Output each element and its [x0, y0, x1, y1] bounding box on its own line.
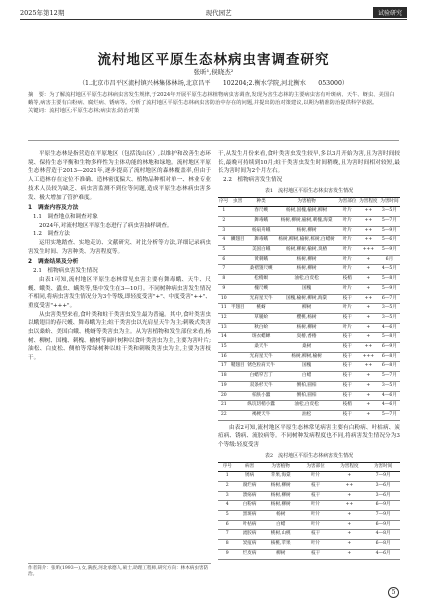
subheading-1-2: 1.2 调查方法: [33, 231, 70, 238]
table2-caption: 表2 流村地区平原生态林病害发生情况: [264, 452, 354, 459]
table-cell: [230, 401, 246, 411]
table-cell: 枝干: [337, 313, 358, 323]
table-cell: 6—9月: [379, 343, 400, 353]
table-cell: 桑天牛: [246, 343, 277, 353]
table-cell: 4—5月: [379, 265, 400, 275]
article-affiliation: （1.北京市昌平区流村镇兴林集体林场,北京昌平 102204;2.衡水学院,河北衡水 053000）: [78, 80, 349, 87]
table-cell: 杨树,柳树: [276, 226, 336, 236]
table-cell: 3—5月: [379, 313, 400, 323]
table-cell: 油松,白皮松: [276, 275, 336, 285]
table-cell: ++: [358, 294, 379, 304]
table-cell: 枝干: [299, 481, 333, 491]
table-cell: ++: [358, 216, 379, 226]
table-cell: 叶片: [299, 540, 333, 550]
table-cell: 杨树,柳树: [276, 265, 336, 275]
table-header-cell: 序号: [218, 197, 230, 207]
table-cell: [230, 284, 246, 294]
table-cell: 枝干: [337, 352, 358, 362]
table-cell: [230, 381, 246, 391]
table-cell: 22: [218, 410, 230, 420]
table-cell: 1: [218, 207, 230, 217]
table-cell: 3: [218, 491, 237, 501]
pest-table: [218, 197, 400, 421]
header-rule: [20, 19, 407, 20]
table-row: [218, 207, 400, 217]
page-number: 5: [388, 587, 399, 598]
table-cell: +: [358, 333, 379, 343]
left-column: [28, 150, 211, 363]
table-cell: 斑衣蜡蝉: [246, 333, 277, 343]
table-row: [218, 333, 400, 343]
table-row: [218, 343, 400, 353]
journal-name: 现代园艺: [205, 8, 232, 17]
table-row: [218, 226, 400, 236]
table-cell: 15: [218, 343, 230, 353]
table-cell: 樱桃,杨树: [276, 313, 336, 323]
table-cell: 6—9月: [366, 501, 400, 511]
table-cell: 杨树,柳树: [276, 255, 336, 265]
table-row: [218, 275, 400, 285]
table-cell: 5—9月: [379, 226, 400, 236]
keywords-text: 关键词：流村地区;平原生态林;病虫害;防治对策: [28, 108, 140, 114]
table-row: [218, 540, 400, 550]
table-cell: 国槐: [276, 362, 336, 372]
table-cell: +: [358, 265, 379, 275]
table-cell: 5—7月: [379, 410, 400, 420]
table-header-cell: 为害时间: [366, 462, 400, 472]
table-row: [218, 362, 400, 372]
section-badge: 试验研究: [373, 7, 407, 18]
table-header-cell: 为害时间: [379, 197, 400, 207]
author-footnote: 作者简介：张昕(1993—),女,满族,河北承德人,硕士,助理工程师,研究方向：林木病虫害防治。: [28, 563, 211, 578]
paragraph-disease-results: 由表2可知,流村地区平原生态林常见病害主要有白粉病、叶枯病、炭疽病、锈病、流胶病等。不同树种发病程度也不同,将病害发生情况分为3个等级:轻度受害: [218, 424, 400, 449]
table-cell: [230, 333, 246, 343]
table-cell: +: [333, 530, 367, 540]
table-cell: +: [358, 410, 379, 420]
table-cell: [230, 226, 246, 236]
table-cell: 国槐,榆树,柳树,海棠: [276, 294, 336, 304]
table-cell: 黄刺蛾: [246, 255, 277, 265]
subheading-2-2: 2.2 植物病害发生情况: [223, 177, 283, 184]
table-cell: 3—6月: [366, 491, 400, 501]
table-cell: 柳树: [263, 549, 299, 559]
table-cell: [230, 343, 246, 353]
table-cell: 5—9月: [379, 246, 400, 256]
table-cell: 杨树,国槐,榆树,柳树: [276, 207, 336, 217]
table-cell: 3—5月: [379, 304, 400, 314]
table-cell: 杨树,柳树,榆树,刺槐,海棠: [276, 216, 336, 226]
table-cell: 5—6月: [379, 236, 400, 246]
paragraph-pest-results: 由表1可知,流村地区平原生态林常见虫害主要有舞毒蛾、天牛、尺蠖、蛾类、蠹虫、螨类等,集中发生在3—10月。不同树种病虫害发生情况不相同,将病虫害发生情况分为3个等级,即轻度受害"+"、中度受害"++"、重度受害"+++"。: [28, 276, 211, 309]
table-header-cell: 为害部位: [337, 197, 358, 207]
table-cell: 枝干: [337, 381, 358, 391]
table-cell: 叶片: [337, 236, 358, 246]
table-cell: 7—9月: [366, 511, 400, 521]
table-cell: 5—9月: [379, 284, 400, 294]
table-cell: 苹果,海棠: [263, 472, 299, 482]
table-cell: 春尺蠖: [246, 207, 277, 217]
table-header-cell: 为害部位: [299, 462, 333, 472]
table-cell: 侧柏,圆柏: [276, 381, 336, 391]
intro-paragraph: 平原生态林是指营造在平原地区（包括浅山区）,以维护和改善生态环境、保持生态平衡和生物多样性为主体功能的林地和绿地。流村地区平原生态林营造于2013—2021年,逐步提高了流村地区的森林覆盖率,但由于人工造林存在定位不准确、造林密度偏大、植物品种相对单一、林业专业技术人员较为缺乏、病虫害监测不到位等问题,造成平原生态林病虫害多发、极大增加了管护难度。: [28, 151, 211, 201]
table-cell: 5—7月: [379, 216, 400, 226]
table-cell: 枝干: [299, 491, 333, 501]
table-cell: +++: [358, 352, 379, 362]
table-cell: +: [333, 520, 367, 530]
table-row: [218, 410, 400, 420]
table-row: [218, 472, 400, 482]
table-cell: +: [358, 255, 379, 265]
table-cell: 4: [218, 236, 230, 246]
table-cell: 11: [218, 304, 230, 314]
table-cell: 杨树,柳树: [263, 491, 299, 501]
table-cell: 光肩星天牛: [246, 294, 277, 304]
table-cell: 桃树,山桃: [263, 530, 299, 540]
table-cell: 8: [218, 540, 237, 550]
table-cell: 白蜡窄吉丁: [246, 372, 277, 382]
table-cell: 杨扇舟蛾: [246, 226, 277, 236]
table-cell: 枝干: [337, 294, 358, 304]
table-cell: 杨树,柳树: [276, 323, 336, 333]
table-row: [218, 216, 400, 226]
table-cell: +: [358, 401, 379, 411]
table-row: [218, 255, 400, 265]
table-cell: 臭椿,香椿: [276, 333, 336, 343]
table-cell: 白蜡: [276, 372, 336, 382]
table-cell: 6: [218, 255, 230, 265]
table-cell: 3—5月: [379, 207, 400, 217]
table-header-cell: 为害植物: [276, 197, 336, 207]
page-header: [20, 6, 407, 18]
table-cell: 4: [218, 501, 237, 511]
table-cell: 叶片: [299, 520, 333, 530]
table-cell: 腐烂病: [237, 481, 263, 491]
table-cell: 枝梢: [337, 401, 358, 411]
table-cell: 叶枯病: [237, 520, 263, 530]
table-cell: 白蜡: [263, 520, 299, 530]
table-cell: 美国白蛾: [246, 246, 277, 256]
table-cell: +: [333, 472, 367, 482]
table-cell: 6—9月: [366, 520, 400, 530]
subheading-1-1: 1.1 调查地点和调查对象: [33, 213, 98, 220]
table-cell: 9: [218, 549, 237, 559]
table-cell: 叶片: [337, 246, 358, 256]
table-cell: 叶片: [299, 472, 333, 482]
table-cell: [230, 372, 246, 382]
article-title: 流村地区平原生态林病虫害调查研究: [97, 52, 330, 68]
table-cell: 黑斑病: [237, 511, 263, 521]
table-cell: 杨树: [263, 511, 299, 521]
table-cell: 13: [218, 323, 230, 333]
table-cell: 枝干: [337, 343, 358, 353]
table1-caption: 表1 流村地区平原生态林虫害发生情况: [264, 187, 354, 194]
table-header-cell: 为害程度: [333, 462, 367, 472]
table-header-cell: 为害程度: [358, 197, 379, 207]
table-row: [218, 246, 400, 256]
table-cell: 5: [218, 511, 237, 521]
table-cell: 杨树,柳树,榆树,栎树,白蜡树: [276, 236, 336, 246]
table-cell: 杨树,柳树: [263, 501, 299, 511]
table-cell: 4—6月: [366, 549, 400, 559]
table-cell: +: [358, 313, 379, 323]
table-cell: 6—8月: [366, 540, 400, 550]
table-cell: 6—8月: [379, 352, 400, 362]
table-cell: +: [358, 323, 379, 333]
table-header-cell: 病害: [237, 462, 263, 472]
table-cell: 溃疡病: [237, 491, 263, 501]
table-cell: 白粉病: [237, 501, 263, 511]
table-cell: [230, 352, 246, 362]
table-row: [218, 284, 400, 294]
table-cell: 19: [218, 381, 230, 391]
table-cell: [230, 216, 246, 226]
table-cell: +: [358, 381, 379, 391]
table-cell: [230, 275, 246, 285]
table-cell: 叶片: [299, 511, 333, 521]
table-cell: +: [358, 372, 379, 382]
table-cell: 6—8月: [379, 362, 400, 372]
table-cell: ++: [358, 207, 379, 217]
table-cell: [230, 391, 246, 401]
table-row: [218, 236, 400, 246]
table-cell: 7—9月: [366, 472, 400, 482]
table-cell: 12: [218, 313, 230, 323]
table-cell: 烂皮病: [237, 549, 263, 559]
table-cell: 杨树,柳树,榆树: [276, 352, 336, 362]
table-cell: 舞毒蛾: [246, 216, 277, 226]
paragraph-pest-analysis: 从虫害类型来看,食叶类和蛀干类害虫发生最为普遍。其中,食叶类害虫以蛾翅目的春尺蠖、舞毒蛾为主;蛀干类害虫以光肩星天牛为主;刺吸式类害虫以桑蚧、美国白蛾、桃蚜等类害虫为主。从为害植物和发生部位来看,杨树、柳树、国槐、刺槐、榆树等阔叶树种以食叶类害虫为主,主要为害叶片;油松、白皮松、侧柏等常绿树种以蛀干类和刺吸类害虫为主,主要为害枝干。: [28, 311, 211, 362]
table-cell: ++: [333, 481, 367, 491]
table-cell: 桑褶翅尺蠖: [246, 265, 277, 275]
table-cell: 20: [218, 391, 230, 401]
table-cell: [230, 255, 246, 265]
table-cell: [230, 207, 246, 217]
table-row: [218, 501, 400, 511]
paragraph-survey-site: 2024年,对流村地区平原生态进行了病虫害抽样调查。: [39, 222, 173, 229]
table-cell: 21: [218, 401, 230, 411]
table-cell: 柏肤小蠹: [246, 391, 277, 401]
table-row: [218, 381, 400, 391]
table-cell: 2: [218, 216, 230, 226]
table-cell: +++: [358, 246, 379, 256]
table-cell: 3—6月: [366, 481, 400, 491]
table-cell: 杨树,柳树: [263, 481, 299, 491]
table-cell: 叶片: [337, 216, 358, 226]
table-row: [218, 352, 400, 362]
table-cell: 桑树: [276, 343, 336, 353]
table-cell: 侧柏,圆柏: [276, 391, 336, 401]
table-cell: 5: [218, 246, 230, 256]
table-cell: 褐梗天牛: [246, 410, 277, 420]
table-cell: 叶片: [337, 207, 358, 217]
table-cell: +: [358, 284, 379, 294]
issue-label: 2025年第12期: [20, 8, 65, 17]
table-cell: +: [333, 491, 367, 501]
table-row: [218, 511, 400, 521]
table-cell: 5—7月: [379, 372, 400, 382]
abstract-text: 摘 要：为了解流村地区平原生态林病虫害发生规律,于2024年开展平原生态林植物病虫害调查,发现为害生态林的主要病虫害有叶斑病、天牛、蚜虫、美国白蛾等,病害主要有白粉病、腐烂病、锈病等。分析了流村地区平原生态林病虫害防治中存在的问题,并提出防治对策建议,以期为精准防治提供科学依据。: [28, 92, 395, 106]
table-cell: 油松,白皮松: [276, 401, 336, 411]
table-cell: 5—8月: [379, 333, 400, 343]
article-authors: 张昕¹,侯晓杰²: [193, 68, 234, 76]
disease-table: [218, 462, 400, 560]
table-cell: 松梢螟: [246, 275, 277, 285]
table-cell: 16: [218, 352, 230, 362]
table-cell: [230, 323, 246, 333]
table-cell: 油松: [276, 410, 336, 420]
table-cell: 秋白蚧: [246, 323, 277, 333]
table-cell: 柳树: [276, 304, 336, 314]
table-cell: 4—8月: [366, 530, 400, 540]
table-cell: 锈病: [237, 472, 263, 482]
table-cell: +: [333, 511, 367, 521]
table-cell: 3: [218, 226, 230, 236]
table-cell: 枝干: [337, 362, 358, 372]
table-row: [218, 530, 400, 540]
table-cell: 叶片: [337, 226, 358, 236]
table-cell: 流胶病: [237, 530, 263, 540]
table-cell: 核桃,苹果: [263, 540, 299, 550]
table-cell: 叶片: [337, 284, 358, 294]
table-cell: ++: [333, 501, 367, 511]
table-cell: 1: [218, 472, 237, 482]
abstract-rule: [28, 140, 399, 141]
table-cell: 14: [218, 333, 230, 343]
table-row: [218, 304, 400, 314]
table-cell: +: [358, 275, 379, 285]
table-cell: [230, 294, 246, 304]
table-cell: +: [333, 540, 367, 550]
table-cell: 10: [218, 294, 230, 304]
table-cell: 17: [218, 362, 230, 372]
table-cell: 5—8月: [379, 275, 400, 285]
table-cell: 舞毒蛾: [246, 236, 277, 246]
table-row: [218, 401, 400, 411]
table-cell: ++: [358, 343, 379, 353]
table-cell: 9: [218, 284, 230, 294]
table-cell: 纵坑切梢小蠹: [246, 401, 277, 411]
table-cell: 18: [218, 372, 230, 382]
table-cell: 鞘翅目: [230, 362, 246, 372]
table-cell: 叶片: [337, 265, 358, 275]
table-cell: 双条杉天牛: [246, 381, 277, 391]
table-cell: +: [358, 391, 379, 401]
table-cell: 枝干: [299, 530, 333, 540]
table-cell: 枝梢: [337, 275, 358, 285]
table-header-cell: 种类: [246, 197, 277, 207]
table-row: [218, 294, 400, 304]
abstract-block: [28, 91, 399, 115]
table-cell: 8: [218, 275, 230, 285]
table-cell: 6月: [379, 255, 400, 265]
table-header-cell: 为害植物: [263, 462, 299, 472]
table-row: [218, 372, 400, 382]
table-cell: 槐尺蠖: [246, 284, 277, 294]
table-cell: 枝干: [337, 410, 358, 420]
table-cell: +: [358, 304, 379, 314]
table-cell: 6—7月: [379, 294, 400, 304]
table-cell: 光肩星天牛: [246, 352, 277, 362]
table-cell: ++: [358, 236, 379, 246]
table-cell: 杨树,柳树,榆树,臭椿: [276, 246, 336, 256]
table-row: [218, 391, 400, 401]
table-cell: 2: [218, 481, 237, 491]
right-column: [218, 150, 400, 560]
paragraph-method: 运用实地踏查、实地走访、文献研究、对比分析等方法,详细记录病虫害发生时间、为害种类、为害程度等。: [28, 240, 211, 255]
table-cell: [230, 265, 246, 275]
table-cell: 叶片: [337, 255, 358, 265]
table-cell: [230, 410, 246, 420]
table-row: [218, 481, 400, 491]
table-row: [218, 313, 400, 323]
table-cell: 锈色粒肩天牛: [246, 362, 277, 372]
table-cell: 鳞翅目: [230, 236, 246, 246]
table-row: [218, 323, 400, 333]
table-cell: 桃蚜: [246, 304, 277, 314]
section-heading-2: 2 调查结果及分析: [28, 259, 79, 266]
table-cell: 叶片: [337, 323, 358, 333]
table-cell: 枝干: [299, 549, 333, 559]
table-cell: 7: [218, 530, 237, 540]
table-cell: [230, 246, 246, 256]
table-cell: ++: [358, 226, 379, 236]
table-cell: 枝干: [337, 333, 358, 343]
paragraph-continued: 干,从发生月份来看,食叶类害虫发生较早,多以3月开始为害,且为害时间较长,最晚可持续到10月;蛀干类害虫发生时间稍晚,且为害时间相对较短,最长为害时间为2个月左右。: [218, 151, 400, 175]
table-cell: 4—6月: [379, 323, 400, 333]
subheading-2-1: 2.1 植物病虫害发生情况: [33, 268, 98, 275]
table-row: [218, 520, 400, 530]
table-cell: 草履蚧: [246, 313, 277, 323]
table-row: [218, 549, 400, 559]
table-header-cell: 虫害: [230, 197, 246, 207]
table-cell: 枝干: [337, 372, 358, 382]
table-row: [218, 265, 400, 275]
table-cell: 7: [218, 265, 230, 275]
table-cell: 6: [218, 520, 237, 530]
table-cell: 叶片: [337, 304, 358, 314]
table-cell: ++: [358, 362, 379, 372]
table-header-cell: 序号: [218, 462, 237, 472]
table-cell: 4—6月: [379, 401, 400, 411]
table-cell: 叶片: [299, 501, 333, 511]
table-row: [218, 491, 400, 501]
section-heading-1: 1 调查内容及方法: [28, 205, 79, 212]
table-cell: +: [333, 549, 367, 559]
table-cell: 3—5月: [379, 381, 400, 391]
table-cell: 国槐: [276, 284, 336, 294]
table-cell: 枝干: [337, 391, 358, 401]
table-cell: 4—6月: [379, 391, 400, 401]
table-cell: 半翅目: [230, 304, 246, 314]
table-cell: [230, 313, 246, 323]
table-cell: 炭疽病: [237, 540, 263, 550]
